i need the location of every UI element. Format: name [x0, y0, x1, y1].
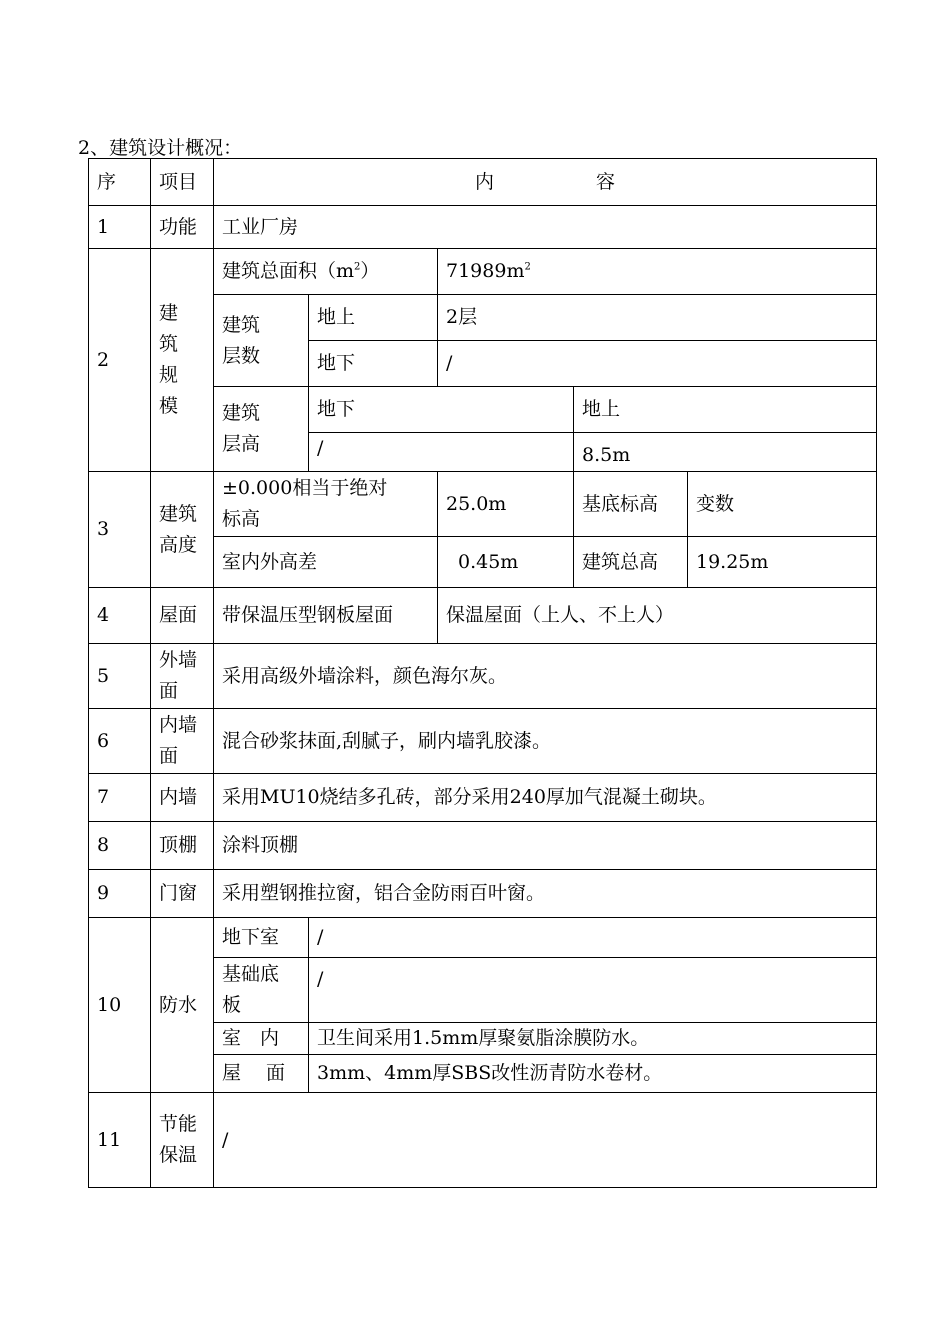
table-row [89, 822, 877, 870]
header-content [214, 159, 877, 206]
roof-value: 3mm、4mm厚SBS改性沥青防水卷材。 [309, 1055, 877, 1093]
building-design-table [88, 158, 877, 1188]
row-value: 混合砂浆抹面,刮腻子，刷内墙乳胶漆。 [214, 709, 877, 774]
row-item: 内墙 面 [151, 709, 214, 774]
row-item: 建筑 高度 [151, 472, 214, 588]
header-no: 序 [89, 159, 151, 206]
table-row [89, 774, 877, 822]
table-row [89, 588, 877, 644]
table-row [89, 249, 877, 295]
below-label: 地下 [309, 341, 438, 387]
header-content-a: 内 [474, 170, 494, 193]
section-heading: 2、建筑设计概况： [78, 137, 243, 159]
roof-insulation: 保温屋面（上人、不上人） [438, 588, 877, 644]
table-row [89, 709, 877, 774]
table-row [89, 644, 877, 709]
zero-level-label: ±0.000相当于绝对 标高 [214, 472, 438, 537]
item-char: 模 [159, 395, 179, 417]
row-item-vertical [151, 249, 214, 472]
total-height-label: 建筑总高 [574, 537, 688, 588]
roof-label: 屋 面 [214, 1055, 309, 1093]
row-item: 功能 [151, 206, 214, 249]
row-no: 11 [89, 1093, 151, 1188]
row-no: 3 [89, 472, 151, 588]
row-no: 4 [89, 588, 151, 644]
table-row [89, 1093, 877, 1188]
height-diff-value: 0.45m [438, 537, 574, 588]
row-value: 工业厂房 [214, 206, 877, 249]
height-above-value: 8.5m [574, 433, 877, 472]
indoor-value: 卫生间采用1.5mm厚聚氨脂涂膜防水。 [309, 1023, 877, 1055]
row-no: 5 [89, 644, 151, 709]
row-value: 采用高级外墙涂料，颜色海尔灰。 [214, 644, 877, 709]
row-no: 10 [89, 918, 151, 1093]
item-char: 筑 [159, 333, 179, 355]
row-item: 节能 保温 [151, 1093, 214, 1188]
row-item: 外墙 面 [151, 644, 214, 709]
table-row [89, 918, 877, 958]
base-level-value: 变数 [688, 472, 877, 537]
table-row [89, 206, 877, 249]
basement-value: / [309, 918, 877, 958]
item-char: 建 [159, 302, 179, 324]
floors-label: 建筑 层数 [214, 295, 309, 387]
slab-label: 基础底 板 [214, 958, 309, 1023]
table-row [89, 472, 877, 537]
indoor-label: 室 内 [214, 1023, 309, 1055]
row-no: 8 [89, 822, 151, 870]
height-label: 建筑 层高 [214, 387, 309, 472]
item-char: 规 [159, 364, 179, 386]
table-row [89, 870, 877, 918]
basement-label: 地下室 [214, 918, 309, 958]
row-item: 防水 [151, 918, 214, 1093]
row-no: 1 [89, 206, 151, 249]
row-value: 涂料顶棚 [214, 822, 877, 870]
row-no: 9 [89, 870, 151, 918]
header-content-b: 容 [596, 170, 616, 193]
row-value: 采用MU10烧结多孔砖，部分采用240厚加气混凝土砌块。 [214, 774, 877, 822]
row-item: 内墙 [151, 774, 214, 822]
row-no: 6 [89, 709, 151, 774]
row-no: 7 [89, 774, 151, 822]
total-height-value: 19.25m [688, 537, 877, 588]
above-value: 2层 [438, 295, 877, 341]
slab-value: / [309, 958, 877, 1023]
base-level-label: 基底标高 [574, 472, 688, 537]
row-value: 采用塑钢推拉窗，铝合金防雨百叶窗。 [214, 870, 877, 918]
table-header-row [89, 159, 877, 206]
row-no: 2 [89, 249, 151, 472]
area-label: 建筑总面积$(m^2)$ [214, 249, 438, 295]
area-value: $71989m^2$ [438, 249, 877, 295]
zero-level-value: 25.0m [438, 472, 574, 537]
height-above-label: 地上 [574, 387, 877, 433]
row-value: / [214, 1093, 877, 1188]
height-below-value: / [309, 433, 574, 472]
below-value: / [438, 341, 877, 387]
row-item: 屋面 [151, 588, 214, 644]
roof-type: 带保温压型钢板屋面 [214, 588, 438, 644]
row-item: 顶棚 [151, 822, 214, 870]
header-item: 项目 [151, 159, 214, 206]
height-diff-label: 室内外高差 [214, 537, 438, 588]
row-item: 门窗 [151, 870, 214, 918]
above-label: 地上 [309, 295, 438, 341]
height-below-label: 地下 [309, 387, 574, 433]
